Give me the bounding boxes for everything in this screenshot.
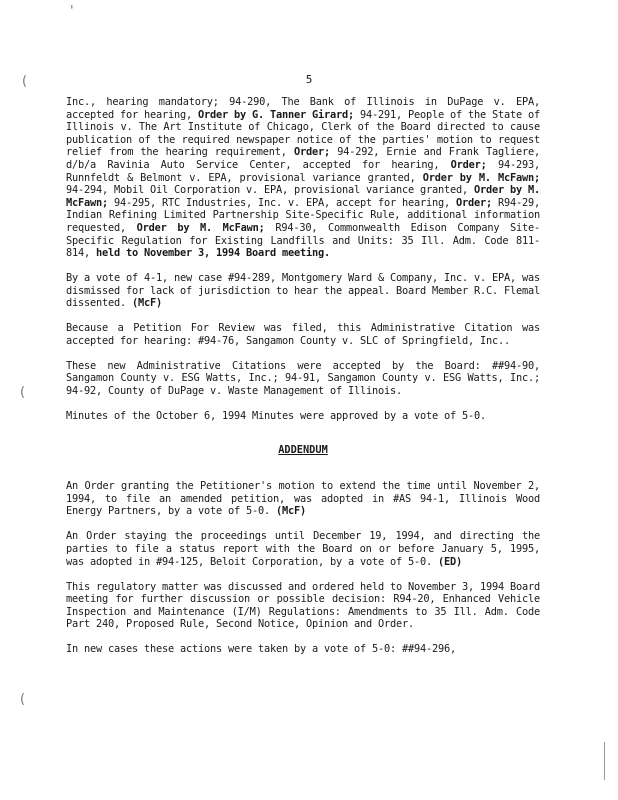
- binder-hole-mark: (: [20, 692, 26, 707]
- text-run: 94-295, RTC Industries, Inc. v. EPA, accept for hearing,: [108, 196, 456, 209]
- binder-hole-mark: (: [20, 385, 26, 400]
- text-run: By a vote of 4-1, new case #94-289, Montgomery Ward & Company, Inc. v. EPA, was dismissed for lack of jurisdiction to hear the appeal. Board Member R.C. Flemal dissented.: [66, 272, 540, 310]
- paragraph-regulatory-matter: [66, 581, 540, 631]
- text-run: This regulatory matter was discussed and ordered held to November 3, 1994 Board meeting for further discussion or possible decision: R94-20, Enhanced Vehicle Inspection and Maintenance (I/M) Regulations: Amendments to 35 Ill. Adm. Code Part 240, Proposed Rule, Second Notice, Opinion and Order.: [66, 580, 540, 631]
- paragraph-minutes: [66, 410, 540, 423]
- document-body: [66, 96, 540, 668]
- order-ref: Order;: [450, 158, 487, 171]
- order-ref: Order;: [294, 146, 330, 159]
- text-run: These new Administrative Citations were accepted by the Board: ##94-90, Sangamon County v. ESG Watts, Inc.; 94-91, Sangamon County v. ESG Watts, Inc.; 94-92, County of DuPage v. Waste Management of Illinois.: [66, 359, 540, 398]
- paragraph-dismissal: [66, 272, 540, 310]
- text-run: Minutes of the October 6, 1994 Minutes were approved by a vote of 5-0.: [66, 410, 486, 423]
- text-run: In new cases these actions were taken by a vote of 5-0: ##94-296,: [66, 643, 456, 656]
- text-run: 94-291, People of the State of Illinois v. The Art Institute of Chicago, Clerk of the Board directed to cause publication of the required newspaper notice of the parties' motion to request relief from the hearing requirement,: [66, 108, 540, 159]
- text-run: 94-293, Runnfeldt & Belmont v. EPA, provisional variance granted,: [66, 158, 540, 184]
- text-run: 94-292, Ernie and Frank Tagliere, d/b/a Ravinia Auto Service Center, accepted for hearing,: [66, 146, 540, 171]
- addendum-heading: ADDENDUM: [278, 443, 328, 456]
- order-ref: Order by M. McFawn;: [66, 184, 541, 209]
- scan-speck-mark: ': [70, 4, 74, 19]
- paragraph-new-cases-actions: [66, 643, 540, 656]
- initials-ref: (ED): [437, 555, 462, 568]
- text-run: Inc., hearing mandatory; 94-290, The Bank of Illinois in DuPage v. EPA, accepted for hearing,: [66, 96, 540, 121]
- paragraph-petition-review: [66, 322, 540, 347]
- paragraph-extension-order: [66, 480, 540, 518]
- paragraph-stay-order: [66, 530, 540, 568]
- page-number: 5: [305, 73, 313, 86]
- text-run: R94-30, Commonwealth Edison Company Site-Specific Regulation for Existing Landfills and Units: 35 Ill. Adm. Code 811-814,: [66, 221, 540, 260]
- initials-ref: (McF): [275, 505, 306, 518]
- paragraph-new-cases-continued: [66, 96, 540, 260]
- order-ref: held to November 3, 1994 Board meeting.: [96, 247, 330, 260]
- initials-ref: (McF): [132, 297, 162, 310]
- margin-tick-mark: [604, 742, 605, 780]
- paragraph-admin-citations: [66, 360, 540, 398]
- order-ref: Order by M. McFawn;: [422, 171, 540, 184]
- text-run: An Order granting the Petitioner's motion to extend the time until November 2, 1994, to file an amended petition, was adopted in #AS 94-1, Illinois Wood Energy Partners, by a vote of 5-0.: [66, 480, 540, 518]
- text-run: An Order staying the proceedings until December 19, 1994, and directing the parties to file a status report with the Board on or before January 5, 1995, was adopted in #94-125, Beloit Corporation, by a vote of 5-0.: [66, 530, 540, 568]
- text-run: 94-294, Mobil Oil Corporation v. EPA, provisional variance granted,: [66, 184, 474, 197]
- text-run: Because a Petition For Review was filed, this Administrative Citation was accepted for hearing: #94-76, Sangamon County v. SLC of Springfield, Inc..: [66, 322, 540, 347]
- order-ref: Order by G. Tanner Girard;: [198, 108, 354, 121]
- order-ref: Order;: [456, 196, 492, 209]
- text-run: R94-29, Indian Refining Limited Partnership Site-Specific Rule, additional information requested,: [66, 196, 540, 234]
- binder-hole-mark: (: [22, 74, 28, 89]
- order-ref: Order by M. McFawn;: [136, 221, 265, 234]
